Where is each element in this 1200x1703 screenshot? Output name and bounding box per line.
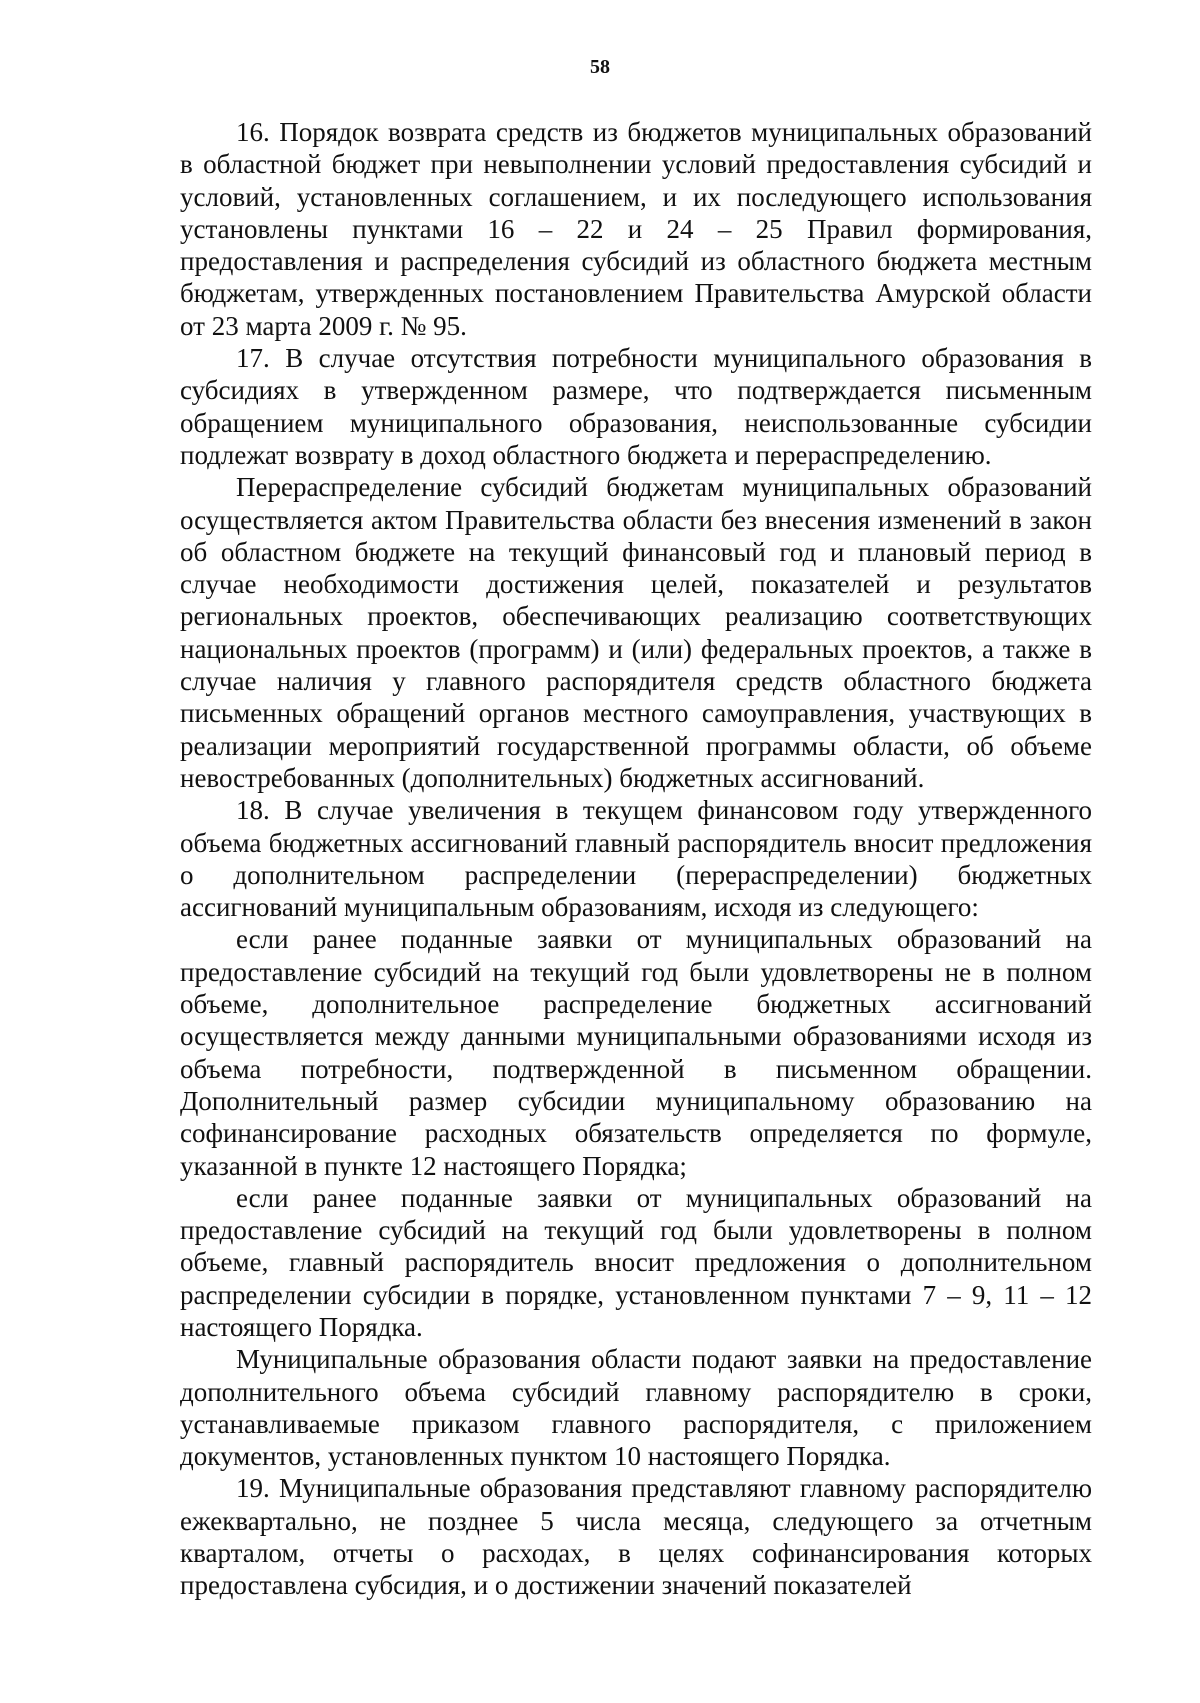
document-body <box>180 116 1092 1602</box>
paragraph-18: 18. В случае увеличения в текущем финансовом году утвержденного объема бюджетных ассигнований главный распорядитель вносит предложения о дополнительном распределении (перераспределении) бюджетных ассигнований муниципальным образованиям, исходя из следующего: <box>180 795 1092 923</box>
paragraph-17-redistribution: Перераспределение субсидий бюджетам муниципальных образований осуществляется актом Правительства области без внесения изменений в закон об областном бюджете на текущий финансовый год и плановый период в случае необходимости достижения целей, показателей и результатов региональных проектов, обеспечивающих реализацию соответствующих национальных проектов (программ) и (или) федеральных проектов, а также в случае наличия у главного распорядителя средств областного бюджета письменных обращений органов местного самоуправления, участвующих в реализации мероприятий государственной программы области, об объеме невостребованных (дополнительных) бюджетных ассигнований. <box>180 472 1092 793</box>
paragraph-18-case-full: если ранее поданные заявки от муниципальных образований на предоставление субсидий на текущий год были удовлетворены в полном объеме, главный распорядитель вносит предложения о дополнительном распределении субсидии в порядке, установленном пунктами 7 – 9, 11 – 12 настоящего Порядка. <box>180 1182 1092 1342</box>
paragraph-18-case-partial: если ранее поданные заявки от муниципальных образований на предоставление субсидий на текущий год были удовлетворены не в полном объеме, дополнительное распределение бюджетных ассигнований осуществляется между данными муниципальными образованиями исходя из объема потребности, подтвержденной в письменном обращении. Дополнительный размер субсидии муниципальному образованию на софинансирование расходных обязательств определяется по формуле, указанной в пункте 12 настоящего Порядка; <box>180 924 1092 1181</box>
paragraph-19: 19. Муниципальные образования представляют главному распорядителю ежеквартально, не позднее 5 числа месяца, следующего за отчетным кварталом, отчеты о расходах, в целях софинансирования которых предоставлена субсидия, и о достижении значений показателей <box>180 1473 1092 1601</box>
page-number: 58 <box>590 56 610 78</box>
paragraph-16: 16. Порядок возврата средств из бюджетов муниципальных образований в областной бюджет при невыполнении условий предоставления субсидий и условий, установленных соглашением, и их последующего использования установлены пунктами 16 – 22 и 24 – 25 Правил формирования, предоставления и распределения субсидий из областного бюджета местным бюджетам, утвержденных постановлением Правительства Амурской области от 23 марта 2009 г. № 95. <box>180 117 1092 341</box>
paragraph-17: 17. В случае отсутствия потребности муниципального образования в субсидиях в утвержденном размере, что подтверждается письменным обращением муниципального образования, неиспользованные субсидии подлежат возврату в доход областного бюджета и перераспределению. <box>180 343 1092 470</box>
paragraph-18-applications: Муниципальные образования области подают заявки на предоставление дополнительного объема субсидий главному распорядителю в сроки, устанавливаемые приказом главного распорядителя, с приложением документов, установленных пунктом 10 настоящего Порядка. <box>180 1344 1092 1472</box>
